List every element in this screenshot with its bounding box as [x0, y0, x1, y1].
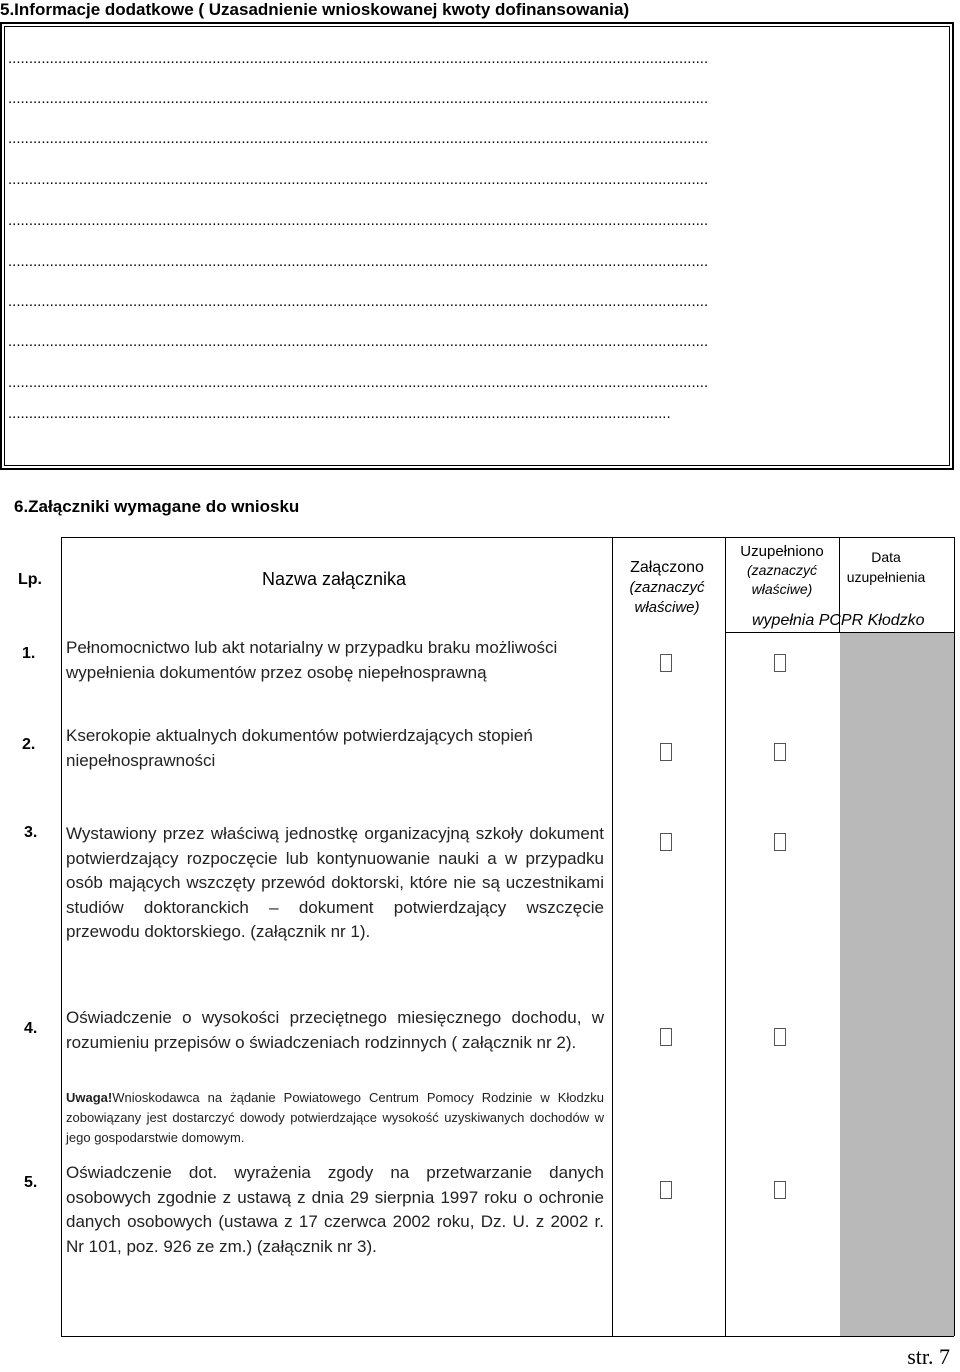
dot-line[interactable]: ........................................................................................................................................................................	[8, 374, 709, 391]
table-divider	[61, 537, 954, 538]
row-5-supplemented-checkbox[interactable]	[774, 1181, 786, 1199]
row-2-lp: 2.	[22, 736, 36, 753]
dot-line[interactable]: ........................................................................................................................................................................	[8, 171, 709, 188]
table-divider	[61, 1336, 954, 1337]
table-divider	[954, 537, 955, 1336]
row-1-attached-checkbox[interactable]	[660, 654, 672, 672]
row-3-text: Wystawiony przez właściwą jednostkę organizacyjną szkoły dokument potwierdzający rozpoczęcie lub kontynuowanie nauki a w przypadku osób mających wszczęty przewód doktorski, które nie są uczestnikami studiów doktoranckich – dokument potwierdzający wszczęcie przewodu doktorskiego. (załącznik nr 1).	[66, 824, 604, 941]
row-3-lp: 3.	[24, 824, 38, 841]
dot-line[interactable]: ........................................................................................................................................................................	[8, 90, 709, 107]
header-supplemented-note: (zaznaczyć właściwe)	[746, 562, 818, 597]
header-supplemented	[732, 542, 832, 599]
date-column-shade	[840, 632, 954, 1336]
table-divider	[725, 537, 726, 1336]
row-5-text: Oświadczenie dot. wyrażenia zgody na przetwarzanie danych osobowych zgodnie z ustawą z dnia 29 sierpnia 1997 roku o ochronie danych osobowych (ustawa z 17 czerwca 2002 roku, Dz. U. z 2002 r. Nr 101, poz. 926 ze zm.) (załącznik nr 3).	[66, 1163, 604, 1256]
dot-line[interactable]: ........................................................................................................................................................................	[8, 212, 709, 229]
section-5-title: 5.Informacje dodatkowe ( Uzasadnienie wnioskowanej kwoty dofinansowania)	[0, 0, 630, 19]
header-attached	[618, 558, 716, 618]
row-1-lp: 1.	[22, 645, 36, 662]
table-divider	[61, 537, 62, 1336]
header-pcpr-note: wypełnia PCPR Kłodzko	[752, 612, 925, 629]
row-4-note	[66, 1088, 604, 1148]
row-2-text: Kserokopie aktualnych dokumentów potwierdzających stopień niepełnosprawności	[66, 726, 533, 770]
row-4-lp: 4.	[24, 1020, 38, 1037]
row-4-supplemented-checkbox[interactable]	[774, 1028, 786, 1046]
row-5-lp: 5.	[24, 1174, 38, 1191]
section-6-title: 6.Załączniki wymagane do wniosku	[14, 497, 300, 516]
dot-line[interactable]: ........................................................................................................................................................................	[8, 253, 709, 270]
header-supplemented-label: Uzupełniono	[740, 543, 824, 560]
header-attached-note: (zaznaczyć właściwe)	[629, 579, 705, 616]
table-divider	[612, 537, 613, 1336]
row-3-supplemented-checkbox[interactable]	[774, 833, 786, 851]
row-4-text: Oświadczenie o wysokości przeciętnego miesięcznego dochodu, w rozumieniu przepisów o świadczeniach rodzinnych ( załącznik nr 2).	[66, 1008, 604, 1052]
row-2-supplemented-checkbox[interactable]	[774, 743, 786, 761]
header-date: Data uzupełnienia	[846, 549, 926, 585]
row-4-attached-checkbox[interactable]	[660, 1028, 672, 1046]
page-number: str. 7	[907, 1344, 950, 1369]
dot-line[interactable]: ...............................................................................................................................................................	[8, 405, 671, 422]
row-2-attached-checkbox[interactable]	[660, 743, 672, 761]
table-divider	[725, 632, 954, 633]
header-lp: Lp.	[18, 571, 42, 588]
row-1-supplemented-checkbox[interactable]	[774, 654, 786, 672]
row-4-note-bold: Uwaga!	[66, 1090, 113, 1105]
header-attached-label: Załączono	[630, 559, 704, 576]
row-1-text: Pełnomocnictwo lub akt notarialny w przypadku braku możliwości wypełnienia dokumentów przez osobę niepełnosprawną	[66, 638, 558, 682]
row-4-note-text: Wnioskodawca na żądanie Powiatowego Centrum Pomocy Rodzinie w Kłodzku zobowiązany jest dostarczyć dowody potwierdzające wysokość uzyskiwanych dochodów w jego gospodarstwie domowym.	[66, 1090, 604, 1145]
dot-line[interactable]: ........................................................................................................................................................................	[8, 333, 709, 350]
dot-line[interactable]: ........................................................................................................................................................................	[8, 50, 709, 67]
row-5-attached-checkbox[interactable]	[660, 1181, 672, 1199]
header-attachment-name: Nazwa załącznika	[262, 569, 407, 589]
row-3-attached-checkbox[interactable]	[660, 833, 672, 851]
dot-line[interactable]: ........................................................................................................................................................................	[8, 293, 709, 310]
dot-line[interactable]: ........................................................................................................................................................................	[8, 130, 709, 147]
